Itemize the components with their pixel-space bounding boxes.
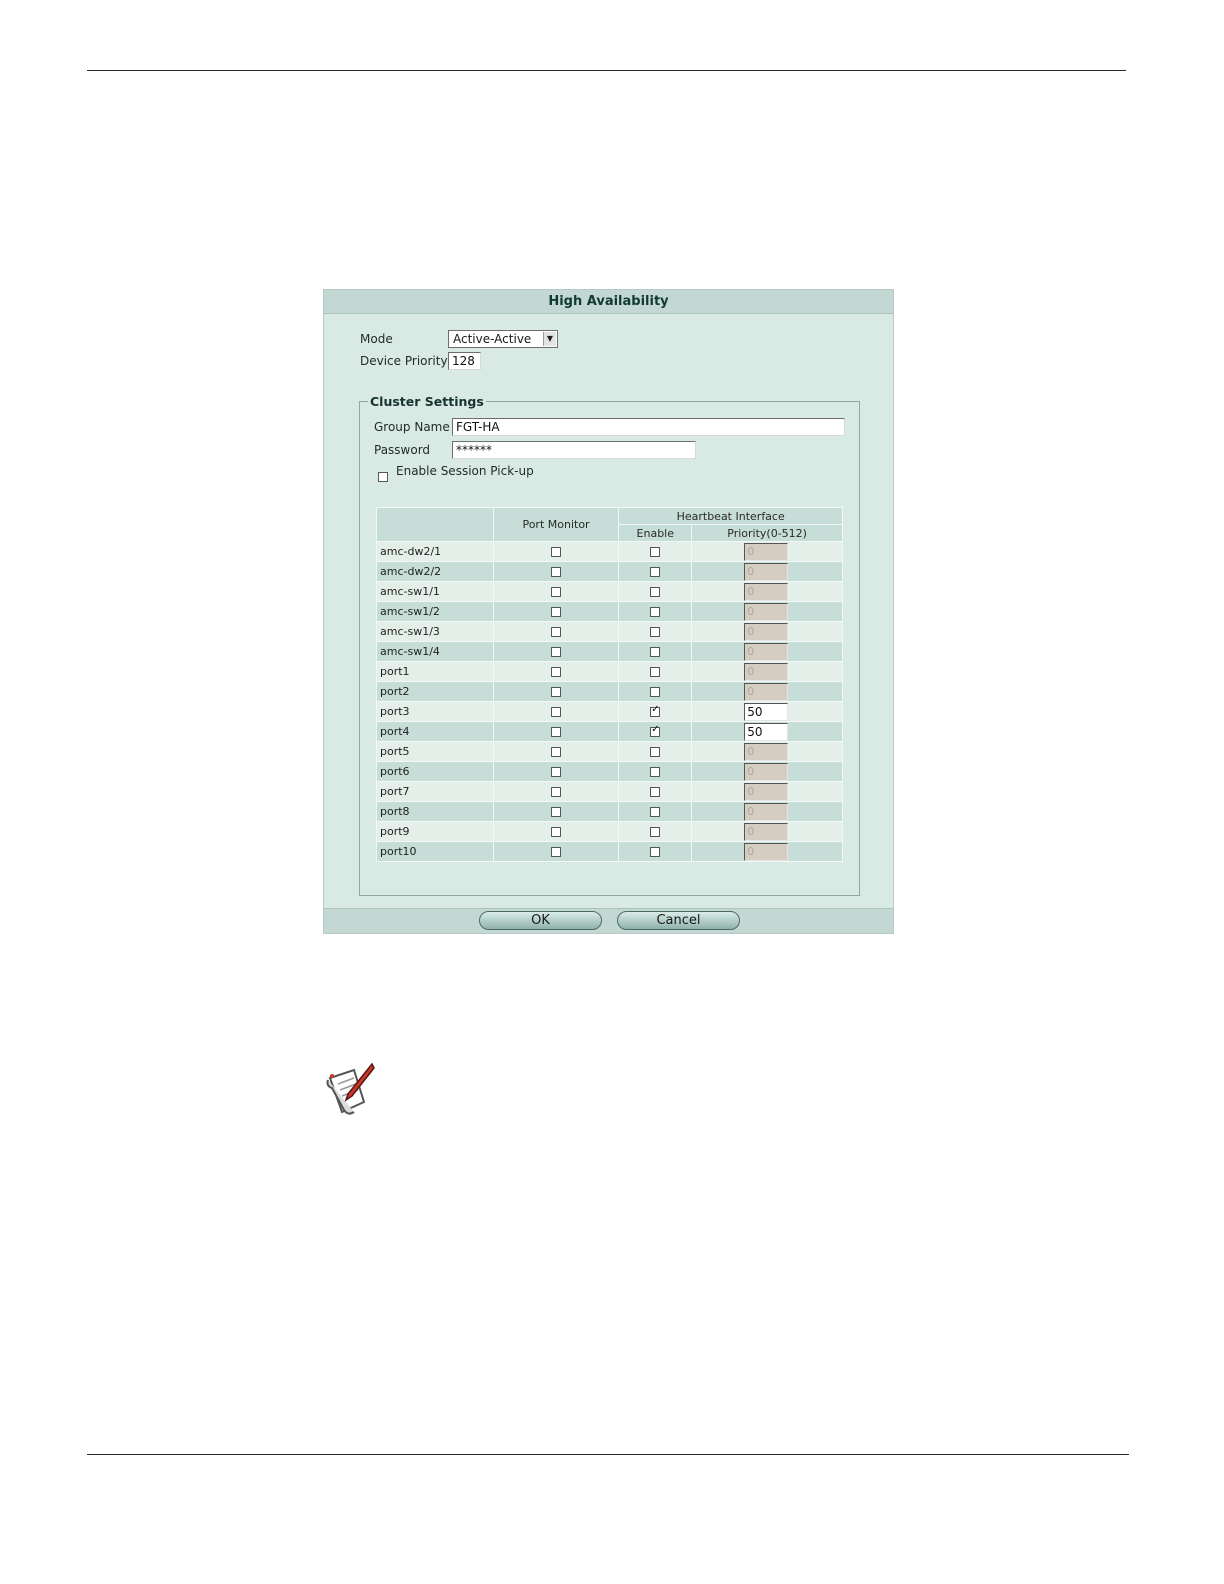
heartbeat-enable-cell: [619, 822, 692, 842]
mode-select-value: Active-Active: [453, 332, 532, 346]
heartbeat-enable-cell: [619, 842, 692, 862]
ok-button[interactable]: OK: [479, 911, 602, 930]
heartbeat-priority-input[interactable]: 50: [744, 703, 788, 721]
port-name: port3: [377, 702, 494, 722]
mode-label: Mode: [360, 332, 393, 346]
port-name: amc-sw1/1: [377, 582, 494, 602]
heartbeat-enable-checkbox[interactable]: [650, 687, 660, 697]
heartbeat-enable-cell: [619, 582, 692, 602]
high-availability-dialog: [323, 289, 894, 934]
heartbeat-enable-checkbox[interactable]: [650, 847, 660, 857]
heartbeat-enable-checkbox[interactable]: [650, 627, 660, 637]
port-monitor-cell: [493, 602, 619, 622]
heartbeat-priority-input: 0: [744, 763, 788, 781]
table-row: [377, 802, 843, 822]
port-monitor-cell: [493, 542, 619, 562]
heartbeat-priority-cell: [692, 842, 843, 862]
heartbeat-priority-cell: [692, 602, 843, 622]
priority-header: Priority(0-512): [692, 525, 843, 542]
heartbeat-enable-cell: [619, 662, 692, 682]
heartbeat-priority-cell: [692, 802, 843, 822]
table-row: [377, 662, 843, 682]
heartbeat-enable-cell: [619, 602, 692, 622]
port-monitor-checkbox[interactable]: [551, 747, 561, 757]
heartbeat-priority-input[interactable]: 50: [744, 723, 788, 741]
heartbeat-priority-input: 0: [744, 783, 788, 801]
heartbeat-priority-input: 0: [744, 743, 788, 761]
device-priority-label: Device Priority: [360, 354, 448, 368]
heartbeat-priority-cell: [692, 822, 843, 842]
heartbeat-priority-input: 0: [744, 543, 788, 561]
port-monitor-cell: [493, 622, 619, 642]
port-monitor-checkbox[interactable]: [551, 727, 561, 737]
heartbeat-enable-checkbox[interactable]: [650, 767, 660, 777]
port-name: port6: [377, 762, 494, 782]
heartbeat-enable-cell: [619, 742, 692, 762]
heartbeat-priority-input: 0: [744, 623, 788, 641]
heartbeat-priority-cell: [692, 762, 843, 782]
port-monitor-checkbox[interactable]: [551, 547, 561, 557]
table-row: [377, 742, 843, 762]
port-monitor-cell: [493, 722, 619, 742]
port-monitor-checkbox[interactable]: [551, 587, 561, 597]
heartbeat-enable-cell: [619, 702, 692, 722]
heartbeat-enable-checkbox[interactable]: [650, 547, 660, 557]
heartbeat-enable-checkbox[interactable]: [650, 667, 660, 677]
heartbeat-priority-input: 0: [744, 643, 788, 661]
port-name: port2: [377, 682, 494, 702]
heartbeat-priority-input: 0: [744, 603, 788, 621]
heartbeat-priority-input: 0: [744, 663, 788, 681]
session-pickup-checkbox[interactable]: [378, 466, 388, 485]
heartbeat-priority-cell: [692, 562, 843, 582]
heartbeat-priority-input: 0: [744, 843, 788, 861]
port-monitor-checkbox[interactable]: [551, 767, 561, 777]
port-monitor-cell: [493, 742, 619, 762]
port-monitor-checkbox[interactable]: [551, 807, 561, 817]
heartbeat-enable-cell: [619, 542, 692, 562]
heartbeat-priority-input: 0: [744, 823, 788, 841]
dialog-footer: [324, 908, 893, 933]
table-row: [377, 562, 843, 582]
heartbeat-enable-cell: [619, 782, 692, 802]
session-pickup-label: Enable Session Pick-up: [396, 464, 534, 478]
port-monitor-checkbox[interactable]: [551, 847, 561, 857]
heartbeat-priority-cell: [692, 702, 843, 722]
port-monitor-cell: [493, 662, 619, 682]
heartbeat-enable-cell: [619, 562, 692, 582]
heartbeat-priority-cell: [692, 642, 843, 662]
table-row: [377, 722, 843, 742]
port-name: amc-sw1/3: [377, 622, 494, 642]
table-row: [377, 582, 843, 602]
heartbeat-enable-checkbox[interactable]: [650, 587, 660, 597]
heartbeat-enable-cell: [619, 802, 692, 822]
heartbeat-priority-input: 0: [744, 563, 788, 581]
heartbeat-enable-cell: [619, 642, 692, 662]
port-table: [376, 507, 843, 862]
table-row: [377, 542, 843, 562]
mode-select[interactable]: [448, 330, 558, 348]
port-monitor-cell: [493, 682, 619, 702]
heartbeat-priority-cell: [692, 622, 843, 642]
port-monitor-cell: [493, 642, 619, 662]
heartbeat-priority-cell: [692, 682, 843, 702]
port-monitor-checkbox[interactable]: [551, 647, 561, 657]
heartbeat-enable-checkbox[interactable]: [650, 807, 660, 817]
port-name: port1: [377, 662, 494, 682]
enable-header: Enable: [619, 525, 692, 542]
note-icon: [324, 1062, 376, 1118]
port-monitor-checkbox[interactable]: [551, 827, 561, 837]
port-name: port5: [377, 742, 494, 762]
heartbeat-enable-checkbox[interactable]: [650, 607, 660, 617]
port-monitor-checkbox[interactable]: [551, 667, 561, 677]
heartbeat-enable-cell: [619, 722, 692, 742]
heartbeat-enable-cell: [619, 622, 692, 642]
heartbeat-priority-cell: [692, 542, 843, 562]
port-monitor-cell: [493, 782, 619, 802]
heartbeat-enable-checkbox[interactable]: [650, 747, 660, 757]
port-monitor-cell: [493, 842, 619, 862]
heartbeat-interface-header: Heartbeat Interface: [619, 508, 843, 525]
port-monitor-checkbox[interactable]: [551, 607, 561, 617]
table-row: [377, 762, 843, 782]
heartbeat-priority-input: 0: [744, 583, 788, 601]
port-monitor-header: Port Monitor: [493, 508, 619, 542]
port-monitor-checkbox[interactable]: [551, 567, 561, 577]
heartbeat-enable-checkbox[interactable]: [650, 827, 660, 837]
port-monitor-cell: [493, 562, 619, 582]
table-row: [377, 782, 843, 802]
name-column-header: [377, 508, 494, 542]
heartbeat-enable-checkbox[interactable]: [650, 707, 660, 717]
table-row: [377, 642, 843, 662]
heartbeat-priority-cell: [692, 662, 843, 682]
table-row: [377, 602, 843, 622]
port-name: amc-sw1/4: [377, 642, 494, 662]
password-input[interactable]: ******: [452, 441, 696, 459]
table-row: [377, 822, 843, 842]
port-monitor-checkbox[interactable]: [551, 627, 561, 637]
port-name: port8: [377, 802, 494, 822]
port-name: port10: [377, 842, 494, 862]
port-monitor-cell: [493, 582, 619, 602]
port-monitor-cell: [493, 822, 619, 842]
port-name: amc-dw2/1: [377, 542, 494, 562]
table-row: [377, 622, 843, 642]
heartbeat-enable-checkbox[interactable]: [650, 567, 660, 577]
group-name-label: Group Name: [374, 420, 450, 434]
port-monitor-checkbox[interactable]: [551, 687, 561, 697]
heartbeat-priority-input: 0: [744, 803, 788, 821]
table-row: [377, 842, 843, 862]
bottom-rule: [87, 1454, 1129, 1455]
port-name: port9: [377, 822, 494, 842]
port-name: amc-dw2/2: [377, 562, 494, 582]
cancel-button[interactable]: Cancel: [617, 911, 740, 930]
table-row: [377, 682, 843, 702]
heartbeat-enable-checkbox[interactable]: [650, 647, 660, 657]
port-monitor-cell: [493, 762, 619, 782]
port-monitor-checkbox[interactable]: [551, 787, 561, 797]
port-name: amc-sw1/2: [377, 602, 494, 622]
dialog-title: High Availability: [324, 290, 893, 314]
group-name-input[interactable]: FGT-HA: [452, 418, 845, 436]
heartbeat-priority-input: 0: [744, 683, 788, 701]
table-row: [377, 702, 843, 722]
heartbeat-priority-cell: [692, 782, 843, 802]
heartbeat-priority-cell: [692, 582, 843, 602]
port-monitor-cell: [493, 802, 619, 822]
port-monitor-checkbox[interactable]: [551, 707, 561, 717]
heartbeat-enable-checkbox[interactable]: [650, 787, 660, 797]
heartbeat-priority-cell: [692, 742, 843, 762]
port-name: port4: [377, 722, 494, 742]
device-priority-input[interactable]: 128: [448, 352, 481, 370]
heartbeat-enable-cell: [619, 682, 692, 702]
chevron-down-icon[interactable]: ▼: [543, 332, 556, 346]
port-name: port7: [377, 782, 494, 802]
password-label: Password: [374, 443, 431, 457]
heartbeat-enable-checkbox[interactable]: [650, 727, 660, 737]
top-rule: [87, 70, 1126, 71]
heartbeat-enable-cell: [619, 762, 692, 782]
cluster-settings-legend: Cluster Settings: [370, 394, 484, 409]
port-monitor-cell: [493, 702, 619, 722]
heartbeat-priority-cell: [692, 722, 843, 742]
